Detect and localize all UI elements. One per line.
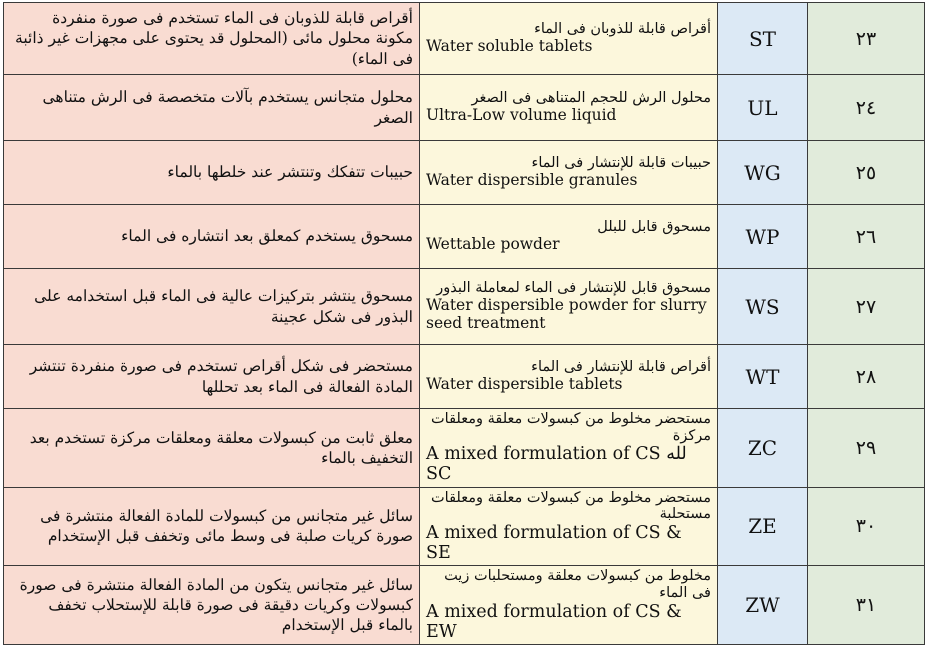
- formulation-code: WG: [718, 141, 808, 205]
- formulation-codes-table: [3, 2, 925, 645]
- row-number: ٢٧: [808, 269, 925, 345]
- row-number: ٢٣: [808, 3, 925, 75]
- row-number: ٢٤: [808, 75, 925, 141]
- formulation-name-arabic: حبيبات قابلة للإنتشار فى الماء: [531, 155, 711, 172]
- formulation-name-english: Water soluble tablets: [426, 36, 593, 55]
- formulation-description: سائل غير متجانس من كبسولات للمادة الفعالة منتشرة فى صورة كريات صلبة فى وسط مائى وتخفف قبل الإستخدام: [4, 487, 420, 566]
- formulation-description: مستحضر فى شكل أقراص تستخدم فى صورة منفردة تنتشر المادة الفعالة فى الماء بعد تحللها: [4, 345, 420, 409]
- formulation-name: [420, 75, 718, 141]
- row-number: ٢٥: [808, 141, 925, 205]
- formulation-description: محلول متجانس يستخدم بآلات متخصصة فى الرش متناهى الصغر: [4, 75, 420, 141]
- formulation-name: [420, 269, 718, 345]
- row-number: ٣٠: [808, 487, 925, 566]
- formulation-name: [420, 3, 718, 75]
- formulation-description: مسحوق ينتشر بتركيزات عالية فى الماء قبل استخدامه على البذور فى شكل عجينة: [4, 269, 420, 345]
- table-row: [4, 205, 925, 269]
- formulation-name-english: Ultra-Low volume liquid: [426, 105, 617, 124]
- table-row: [4, 75, 925, 141]
- formulation-name: [420, 487, 718, 566]
- table-row: [4, 269, 925, 345]
- formulation-name-arabic: مستحضر مخلوط من كبسولات معلقة ومعلقات مستحلبة: [431, 489, 711, 523]
- row-number: ٢٦: [808, 205, 925, 269]
- formulation-name: [420, 409, 718, 488]
- formulation-name-arabic: مستحضر مخلوط من كبسولات معلقة ومعلقات مركزة: [431, 411, 711, 444]
- table-row: [4, 487, 925, 566]
- formulation-name-arabic: محلول الرش للحجم المتناهى فى الصغر: [471, 90, 711, 107]
- formulation-code: ZE: [718, 487, 808, 566]
- formulation-name: [420, 205, 718, 269]
- formulation-name-arabic: أقراص قابلة للإنتشار فى الماء: [531, 359, 711, 376]
- formulation-description: أقراص قابلة للذوبان فى الماء تستخدم فى صورة منفردة مكونة محلول مائى (المحلول قد يحتوى على مجهزات غير ذائبة فى الماء): [4, 3, 420, 75]
- table-row: [4, 409, 925, 488]
- formulation-name: [420, 566, 718, 645]
- formulation-name-arabic: مخلوط من كبسولات معلقة ومستحلبات زيت فى الماء: [444, 568, 711, 601]
- table-row: [4, 3, 925, 75]
- formulation-code: WP: [718, 205, 808, 269]
- formulation-name-english: A mixed formulation of CS & EW: [426, 601, 682, 642]
- formulation-name-english: Water dispersible powder for slurry seed treatment: [426, 296, 707, 332]
- formulation-name-arabic: مسحوق قابل للبلل: [597, 219, 711, 236]
- formulation-description: حبيبات تتفكك وتنتشر عند خلطها بالماء: [4, 141, 420, 205]
- formulation-name: [420, 141, 718, 205]
- formulation-code: UL: [718, 75, 808, 141]
- formulation-description: معلق ثابت من كبسولات معلقة ومعلقات مركزة تستخدم بعد التخفيف بالماء: [4, 409, 420, 488]
- row-number: ٢٨: [808, 345, 925, 409]
- formulation-code: ST: [718, 3, 808, 75]
- row-number: ٣١: [808, 566, 925, 645]
- formulation-code: ZC: [718, 409, 808, 488]
- formulation-description: مسحوق يستخدم كمعلق بعد انتشاره فى الماء: [4, 205, 420, 269]
- formulation-name-english: Water dispersible tablets: [426, 374, 623, 393]
- table-row: [4, 566, 925, 645]
- formulation-name-english: A mixed formulation of CS & SE: [426, 522, 682, 564]
- formulation-code: WS: [718, 269, 808, 345]
- formulation-name-arabic: أقراص قابلة للذوبان فى الماء: [534, 21, 711, 38]
- table-row: [4, 141, 925, 205]
- formulation-code: WT: [718, 345, 808, 409]
- formulation-name: [420, 345, 718, 409]
- formulation-code: ZW: [718, 566, 808, 645]
- row-number: ٢٩: [808, 409, 925, 488]
- formulation-description: سائل غير متجانس يتكون من المادة الفعالة منتشرة فى صورة كبسولات وكريات دقيقة فى صورة قابلة للإستحلاب تخفف بالماء قبل الإستخدام: [4, 566, 420, 645]
- table-row: [4, 345, 925, 409]
- formulation-name-arabic: مسحوق قابل للإنتشار فى الماء لمعاملة البذور: [436, 280, 711, 297]
- formulation-name-english: Wettable powder: [426, 234, 560, 253]
- formulation-name-english: Water dispersible granules: [426, 170, 638, 189]
- formulation-name-english: A mixed formulation of CS لله SC: [426, 444, 687, 485]
